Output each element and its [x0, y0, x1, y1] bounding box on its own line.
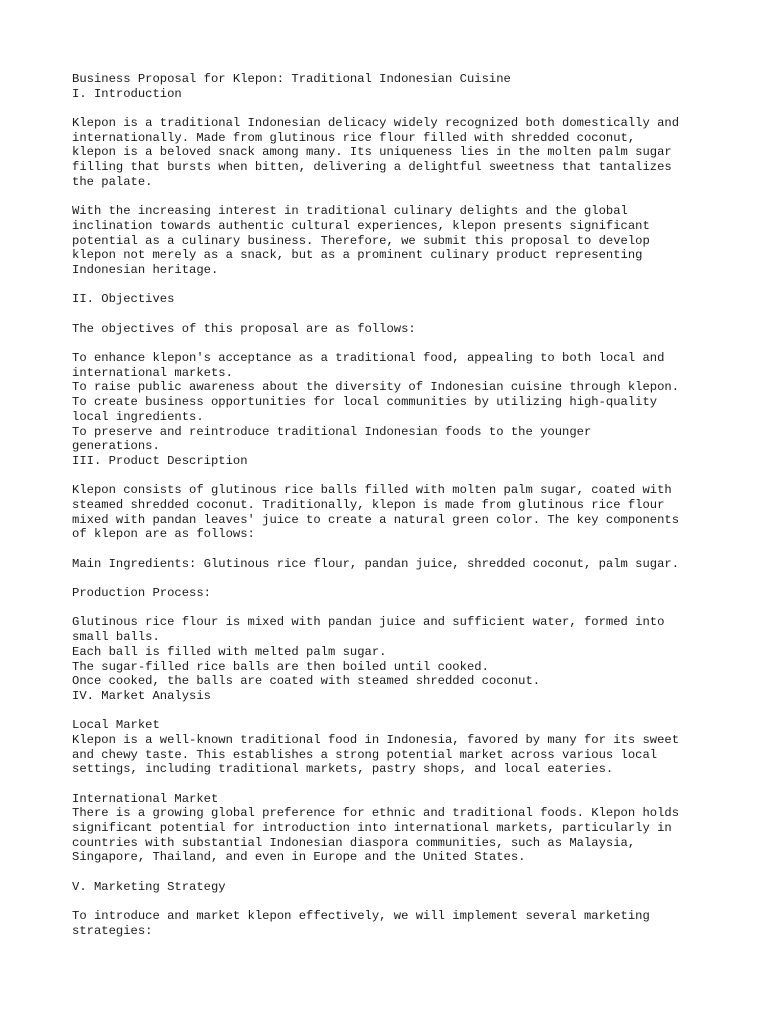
text-line: settings, including traditional markets, pastry shops, and local eateries. [72, 762, 614, 777]
text-line: II. Objectives [72, 292, 175, 307]
text-line: local ingredients. [72, 409, 204, 424]
text-line: and chewy taste. This establishes a strong potential market across various local [72, 747, 658, 762]
blank-line [72, 307, 712, 322]
blank-line [72, 865, 712, 880]
blank-line [72, 190, 712, 205]
text-line: internationally. Made from glutinous rice flour filled with shredded coconut, [72, 130, 636, 145]
text-line: filling that bursts when bitten, delivering a delightful sweetness that tantalizes [72, 160, 672, 175]
text-line: With the increasing interest in traditional culinary delights and the global [72, 204, 628, 219]
text-line: To enhance klepon's acceptance as a traditional food, appealing to both local and [72, 351, 665, 366]
text-line: I. Introduction [72, 86, 182, 101]
text-line: Local Market [72, 718, 160, 733]
text-line: To create business opportunities for local communities by utilizing high-quality [72, 395, 658, 410]
text-line: The sugar-filled rice balls are then boiled until cooked. [72, 659, 489, 674]
blank-line [72, 542, 712, 557]
blank-line [72, 571, 712, 586]
text-line: V. Marketing Strategy [72, 879, 226, 894]
text-line: IV. Market Analysis [72, 688, 211, 703]
text-line: There is a growing global preference for ethnic and traditional foods. Klepon holds [72, 806, 680, 821]
text-line: Klepon is a well-known traditional food in Indonesia, favored by many for its sweet [72, 732, 680, 747]
document-page [72, 72, 712, 939]
text-line: The objectives of this proposal are as follows: [72, 321, 416, 336]
text-line: small balls. [72, 630, 160, 645]
text-line: To introduce and market klepon effectively, we will implement several marketing [72, 909, 650, 924]
text-line: To raise public awareness about the diversity of Indonesian cuisine through klepon. [72, 380, 680, 395]
text-line: significant potential for introduction into international markets, particularly in [72, 821, 672, 836]
blank-line [72, 101, 712, 116]
blank-line [72, 704, 712, 719]
text-line: Indonesian heritage. [72, 262, 219, 277]
blank-line [72, 469, 712, 484]
text-line: of klepon are as follows: [72, 527, 255, 542]
text-line: inclination towards authentic cultural experiences, klepon presents significant [72, 218, 650, 233]
blank-line [72, 895, 712, 910]
text-line: klepon not merely as a snack, but as a prominent culinary product representing [72, 248, 643, 263]
text-line: mixed with pandan leaves' juice to create a natural green color. The key components [72, 512, 680, 527]
blank-line [72, 777, 712, 792]
text-line: steamed shredded coconut. Traditionally, klepon is made from glutinous rice flour [72, 497, 665, 512]
text-line: International Market [72, 791, 219, 806]
text-line: III. Product Description [72, 453, 248, 468]
text-line: Business Proposal for Klepon: Traditional Indonesian Cuisine [72, 72, 511, 86]
text-line: countries with substantial Indonesian diaspora communities, such as Malaysia, [72, 835, 636, 850]
text-line: the palate. [72, 174, 153, 189]
text-line: international markets. [72, 365, 233, 380]
text-line: To preserve and reintroduce traditional Indonesian foods to the younger [72, 424, 592, 439]
text-line: potential as a culinary business. Therefore, we submit this proposal to develop [72, 233, 650, 248]
text-line: Once cooked, the balls are coated with steamed shredded coconut. [72, 674, 541, 689]
blank-line [72, 336, 712, 351]
text-line: Each ball is filled with melted palm sugar. [72, 644, 387, 659]
blank-line [72, 278, 712, 293]
text-line: Production Process: [72, 586, 211, 601]
text-line: Klepon is a traditional Indonesian delicacy widely recognized both domestically and [72, 116, 680, 131]
text-line: Main Ingredients: Glutinous rice flour, pandan juice, shredded coconut, palm sugar. [72, 556, 680, 571]
text-line: strategies: [72, 923, 153, 938]
blank-line [72, 601, 712, 616]
text-line: klepon is a beloved snack among many. Its uniqueness lies in the molten palm sugar [72, 145, 672, 160]
text-line: generations. [72, 439, 160, 454]
text-line: Singapore, Thailand, and even in Europe and the United States. [72, 850, 526, 865]
text-line: Glutinous rice flour is mixed with pandan juice and sufficient water, formed into [72, 615, 665, 630]
text-line: Klepon consists of glutinous rice balls filled with molten palm sugar, coated with [72, 483, 672, 498]
